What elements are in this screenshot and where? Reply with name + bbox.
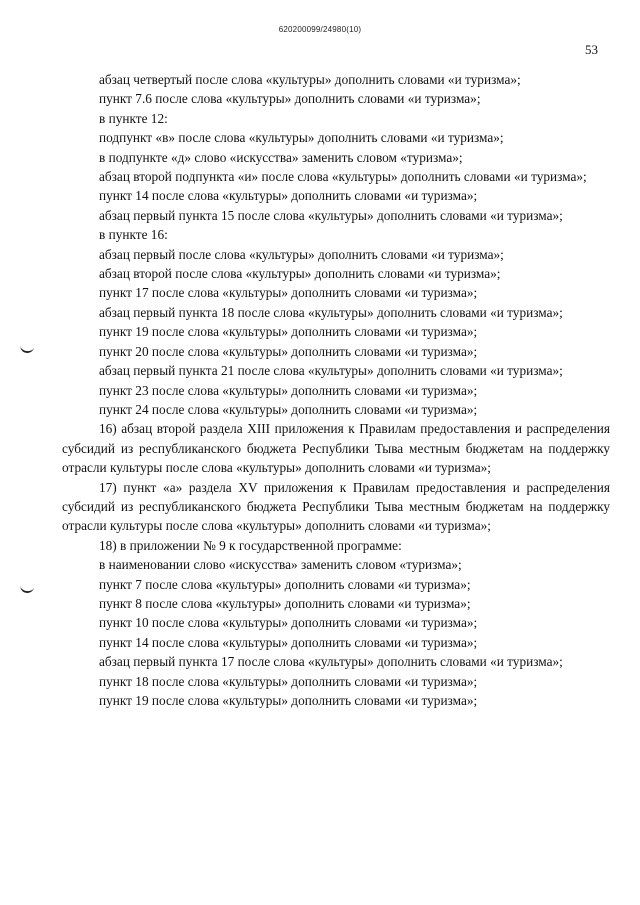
paragraph: 17) пункт «а» раздела XV приложения к Правилам предоставления и распределения субсидий из республиканского бюджета Республики Тыва местным бюджетам на поддержку отрасли культуры после слова «культуры» дополнить словами «и туризма»; [62, 479, 610, 534]
document-body [62, 70, 610, 710]
paragraph: в подпункте «д» слово «искусства» заменить словом «туризма»; [99, 149, 463, 165]
document-number: 620200099/24980(10) [278, 25, 362, 34]
page-number: 53 [585, 42, 598, 57]
paragraph: пункт 19 после слова «культуры» дополнить словами «и туризма»; [99, 693, 478, 708]
margin-mark [19, 582, 34, 594]
paragraph: абзац первый пункта 15 после слова «культуры» дополнить словами «и туризма»; [99, 207, 563, 223]
paragraph: пункт 23 после слова «культуры» дополнить словами «и туризма»; [99, 382, 478, 398]
paragraph: абзац первый после слова «культуры» дополнить словами «и туризма»; [99, 246, 504, 262]
paragraph: пункт 14 после слова «культуры» дополнить словами «и туризма»; [99, 634, 478, 650]
paragraph: пункт 10 после слова «культуры» дополнить словами «и туризма»; [99, 615, 478, 631]
paragraph: пункт 20 после слова «культуры» дополнить словами «и туризма»; [99, 343, 478, 359]
paragraph: абзац второй подпункта «и» после слова «культуры» дополнить словами «и туризма»; [99, 169, 587, 185]
paragraph: в пункте 12: [99, 110, 168, 126]
paragraph: абзац первый пункта 18 после слова «культуры» дополнить словами «и туризма»; [99, 304, 563, 320]
paragraph: в наименовании слово «искусства» заменить словом «туризма»; [99, 557, 462, 573]
paragraph: пункт 24 после слова «культуры» дополнить словами «и туризма»; [99, 401, 478, 417]
paragraph: пункт 18 после слова «культуры» дополнить словами «и туризма»; [99, 673, 478, 689]
margin-mark [19, 342, 34, 354]
paragraph: абзац первый пункта 17 после слова «культуры» дополнить словами «и туризма»; [99, 654, 563, 670]
paragraph: абзац первый пункта 21 после слова «культуры» дополнить словами «и туризма»; [99, 363, 563, 379]
paragraph: 16) абзац второй раздела XIII приложения к Правилам предоставления и распределения субсидий из республиканского бюджета Республики Тыва местным бюджетам на поддержку отрасли культуры после слова «культуры» дополнить словами «и туризма»; [62, 421, 610, 476]
paragraph: 18) в приложении № 9 к государственной программе: [99, 537, 402, 553]
paragraph: пункт 7.6 после слова «культуры» дополнить словами «и туризма»; [99, 91, 481, 107]
paragraph: пункт 7 после слова «культуры» дополнить словами «и туризма»; [99, 576, 471, 592]
paragraph: пункт 14 после слова «культуры» дополнить словами «и туризма»; [99, 188, 478, 204]
paragraph: пункт 8 после слова «культуры» дополнить словами «и туризма»; [99, 595, 471, 611]
paragraph: пункт 19 после слова «культуры» дополнить словами «и туризма»; [99, 324, 478, 340]
paragraph: подпункт «в» после слова «культуры» дополнить словами «и туризма»; [99, 130, 504, 146]
paragraph: абзац второй после слова «культуры» дополнить словами «и туризма»; [99, 266, 501, 282]
paragraph: абзац четвертый после слова «культуры» дополнить словами «и туризма»; [99, 72, 521, 87]
paragraph: пункт 17 после слова «культуры» дополнить словами «и туризма»; [99, 285, 478, 301]
paragraph: в пункте 16: [99, 227, 168, 243]
